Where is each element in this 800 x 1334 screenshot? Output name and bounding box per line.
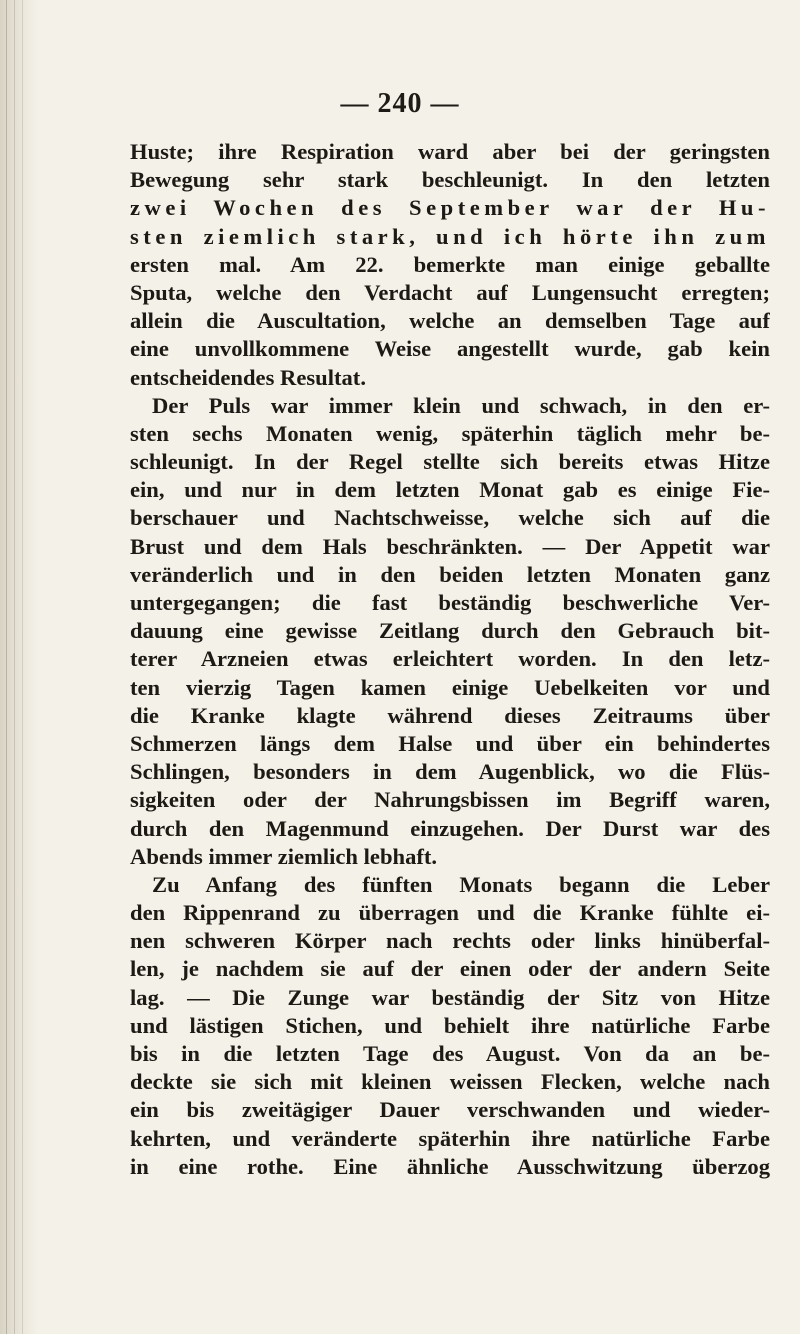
text-line: sten sechs Monaten wenig, späterhin täglich mehr be-	[130, 420, 770, 446]
text-line: sigkeiten oder der Nahrungsbissen im Begriff waren,	[130, 787, 770, 813]
gutter-edge-line	[22, 0, 23, 1334]
text-line: allein die Auscultation, welche an demselben Tage auf	[130, 308, 770, 334]
text-line: durch den Magenmund einzugehen. Der Durst war des	[130, 815, 770, 841]
text-line: Der Puls war immer klein und schwach, in den er-	[152, 392, 770, 418]
text-line: len, je nachdem sie auf der einen oder der andern Seite	[130, 956, 770, 982]
text-line: Zu Anfang des fünften Monats begann die Leber	[152, 871, 770, 897]
text-line: nen schweren Körper nach rechts oder links hinüberfal-	[130, 928, 770, 954]
text-line: Schlingen, besonders in dem Augenblick, wo die Flüs-	[130, 759, 770, 785]
text-line: dauung eine gewisse Zeitlang durch den Gebrauch bit-	[130, 618, 770, 644]
text-line: in eine rothe. Eine ähnliche Ausschwitzung überzog	[130, 1153, 770, 1179]
text-line: ein bis zweitägiger Dauer verschwanden und wieder-	[130, 1097, 770, 1123]
text-line: ersten mal. Am 22. bemerkte man einige geballte	[130, 251, 770, 277]
body-text	[130, 138, 770, 1181]
gutter-edge-line	[6, 0, 7, 1334]
text-line: sten ziemlich stark, und ich hörte ihn zum	[130, 223, 770, 249]
text-line: ein, und nur in dem letzten Monat gab es einige Fie-	[130, 477, 770, 503]
text-line: bis in die letzten Tage des August. Von da an be-	[130, 1041, 770, 1066]
text-line: und lästigen Stichen, und behielt ihre natürliche Farbe	[130, 1012, 770, 1038]
text-line: den Rippenrand zu überragen und die Kranke fühlte ei-	[130, 900, 770, 926]
text-line: lag. — Die Zunge war beständig der Sitz von Hitze	[130, 984, 770, 1010]
text-line: Sputa, welche den Verdacht auf Lungensucht erregten;	[130, 279, 770, 305]
text-line: entscheidendes Resultat.	[130, 364, 366, 390]
text-line: Brust und dem Hals beschränkten. — Der Appetit war	[130, 533, 770, 559]
text-line: Abends immer ziemlich lebhaft.	[130, 843, 438, 869]
text-line: schleunigt. In der Regel stellte sich bereits etwas Hitze	[130, 449, 770, 475]
text-line: terer Arzneien etwas erleichtert worden. In den letz-	[130, 646, 770, 672]
text-line: berschauer und Nachtschweisse, welche sich auf die	[130, 505, 770, 531]
text-line: deckte sie sich mit kleinen weissen Flecken, welche nach	[130, 1069, 770, 1095]
text-line: Huste; ihre Respiration ward aber bei der geringsten	[130, 139, 770, 164]
text-line: ten vierzig Tagen kamen einige Uebelkeiten vor und	[130, 674, 770, 700]
gutter-edge-line	[14, 0, 15, 1334]
page-number: — 240 —	[340, 88, 460, 119]
text-line: veränderlich und in den beiden letzten Monaten ganz	[130, 561, 770, 587]
text-line: die Kranke klagte während dieses Zeitraums über	[130, 702, 770, 728]
text-line: Schmerzen längs dem Halse und über ein behindertes	[130, 730, 770, 756]
text-line: kehrten, und veränderte späterhin ihre natürliche Farbe	[130, 1125, 770, 1151]
text-line: zwei Wochen des September war der Hu-	[130, 195, 770, 221]
text-line: untergegangen; die fast beständig beschwerliche Ver-	[130, 590, 770, 615]
text-line: Bewegung sehr stark beschleunigt. In den letzten	[130, 167, 770, 193]
text-line: eine unvollkommene Weise angestellt wurde, gab kein	[130, 336, 770, 362]
